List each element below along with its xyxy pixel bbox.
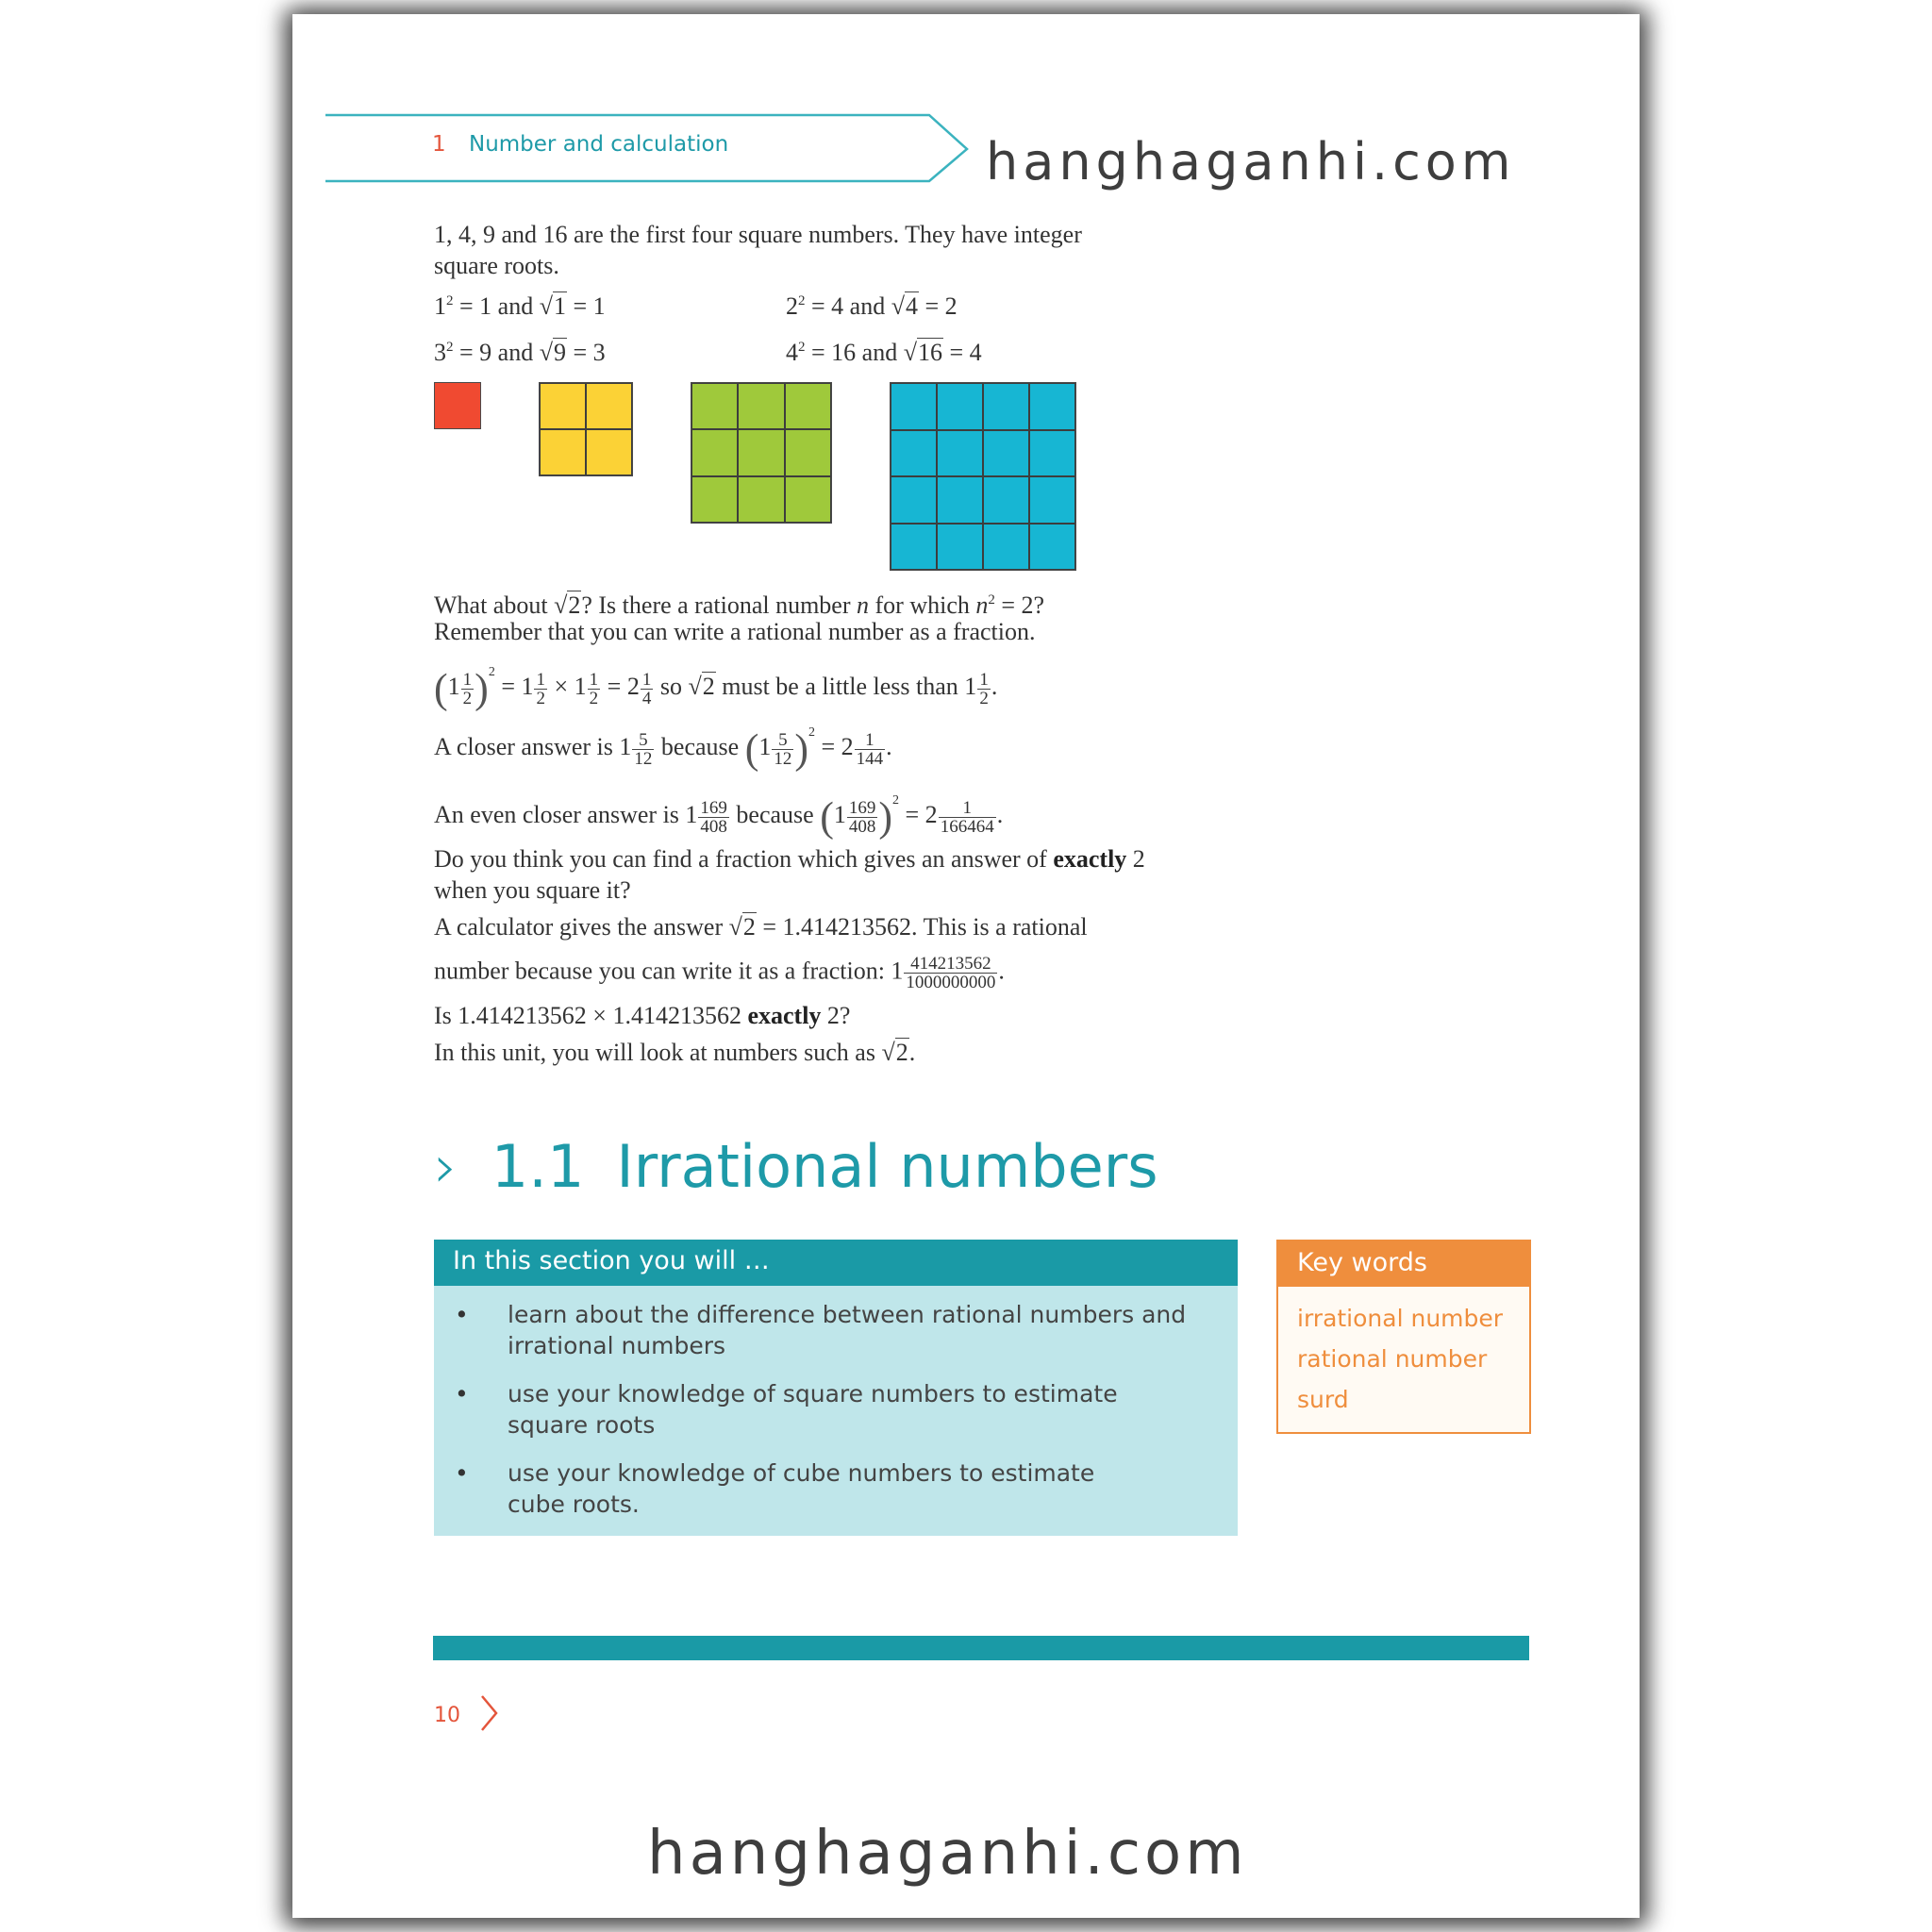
bullet-icon: • (455, 1380, 469, 1407)
key-words-heading: Key words (1278, 1241, 1529, 1287)
chapter-header-banner (325, 113, 969, 185)
watermark-top: hanghaganhi.com (986, 132, 1516, 192)
equation-2: $2^2 = 4$ and √4 = 2 (786, 292, 958, 320)
square-diagram-3x3 (691, 382, 832, 524)
objective-item: • learn about the difference between rational numbers and irrational numbers (455, 1301, 1187, 1359)
estimate-1: (1 $\frac{1}{2}$ )$^2$ = 1 $\frac{1}{2}$ × 1 $\frac{1}{2}$ = 2 $\frac{1}{4}$ so √2 must be a little less than 1 $\frac{1}{2}$ . (434, 665, 998, 712)
estimate-2: A closer answer is 1 $\frac{5}{12}$ because (1 $\frac{5}{12}$ )$^2$ = 2 $\frac{1}{144}$ . (434, 725, 892, 773)
equation-3: $3^2 = 9$ and √9 = 3 (434, 339, 606, 366)
page-number: 10 (434, 1704, 460, 1727)
estimate-3: An even closer answer is 1 $\frac{169}{408}$ because (1 $\frac{169}{408}$ )$^2$ = 2 $\frac{1}{166464}$ . (434, 793, 1004, 841)
key-word-item: rational number (1297, 1345, 1488, 1373)
square-diagram-4x4 (890, 382, 1076, 571)
equation-1: $1^2 = 1$ and √1 = 1 (434, 292, 606, 320)
unit-intro-line: In this unit, you will look at numbers such as √2. (434, 1039, 916, 1066)
key-words-list (1278, 1287, 1529, 1420)
square-diagram-1x1 (434, 382, 481, 429)
question-exactly-line-2: when you square it? (434, 876, 631, 904)
square-diagram-2x2 (539, 382, 633, 476)
section-heading (434, 1132, 1158, 1201)
question-exactly-line-1: Do you think you can find a fraction which gives an answer of exactly 2 (434, 845, 1145, 873)
key-words-box (1276, 1240, 1531, 1434)
chapter-number: 1 (432, 132, 446, 157)
key-word-item: irrational number (1297, 1305, 1504, 1332)
page-chevron-right-icon (479, 1694, 500, 1732)
key-word-item: surd (1297, 1386, 1349, 1413)
section-objectives-box (434, 1240, 1238, 1536)
chapter-title: Number and calculation (469, 132, 729, 157)
footer-divider-bar (433, 1636, 1529, 1660)
objective-item: • use your knowledge of square numbers to estimate square roots (455, 1380, 1118, 1439)
bullet-icon: • (455, 1459, 469, 1487)
question-product: Is 1.414213562 × 1.414213562 exactly 2? (434, 1002, 851, 1029)
equation-4: $4^2 = 16$ and √16 = 4 (786, 339, 982, 366)
section-number: 1.1 (491, 1132, 585, 1201)
watermark-bottom: hanghaganhi.com (647, 1819, 1248, 1889)
bullet-icon: • (455, 1301, 469, 1328)
question-sqrt2: What about √2? Is there a rational number n for which $n^2 = 2$? (434, 591, 1045, 619)
calculator-line-2: number because you can write it as a fraction: 1 $\frac{414213562}{1000000000}$ . (434, 954, 1005, 992)
remember-line: Remember that you can write a rational number as a fraction. (434, 618, 1036, 645)
objectives-list (434, 1286, 1238, 1520)
objective-item: • use your knowledge of cube numbers to estimate cube roots. (455, 1459, 1095, 1518)
chevron-right-icon: › (434, 1132, 458, 1201)
intro-line-1: 1, 4, 9 and 16 are the first four square numbers. They have integer (434, 221, 1082, 248)
section-title: Irrational numbers (616, 1132, 1158, 1201)
intro-line-2: square roots. (434, 252, 559, 279)
calculator-line-1: A calculator gives the answer √2 = 1.414213562. This is a rational (434, 913, 1088, 941)
objectives-heading: In this section you will … (434, 1240, 1238, 1286)
